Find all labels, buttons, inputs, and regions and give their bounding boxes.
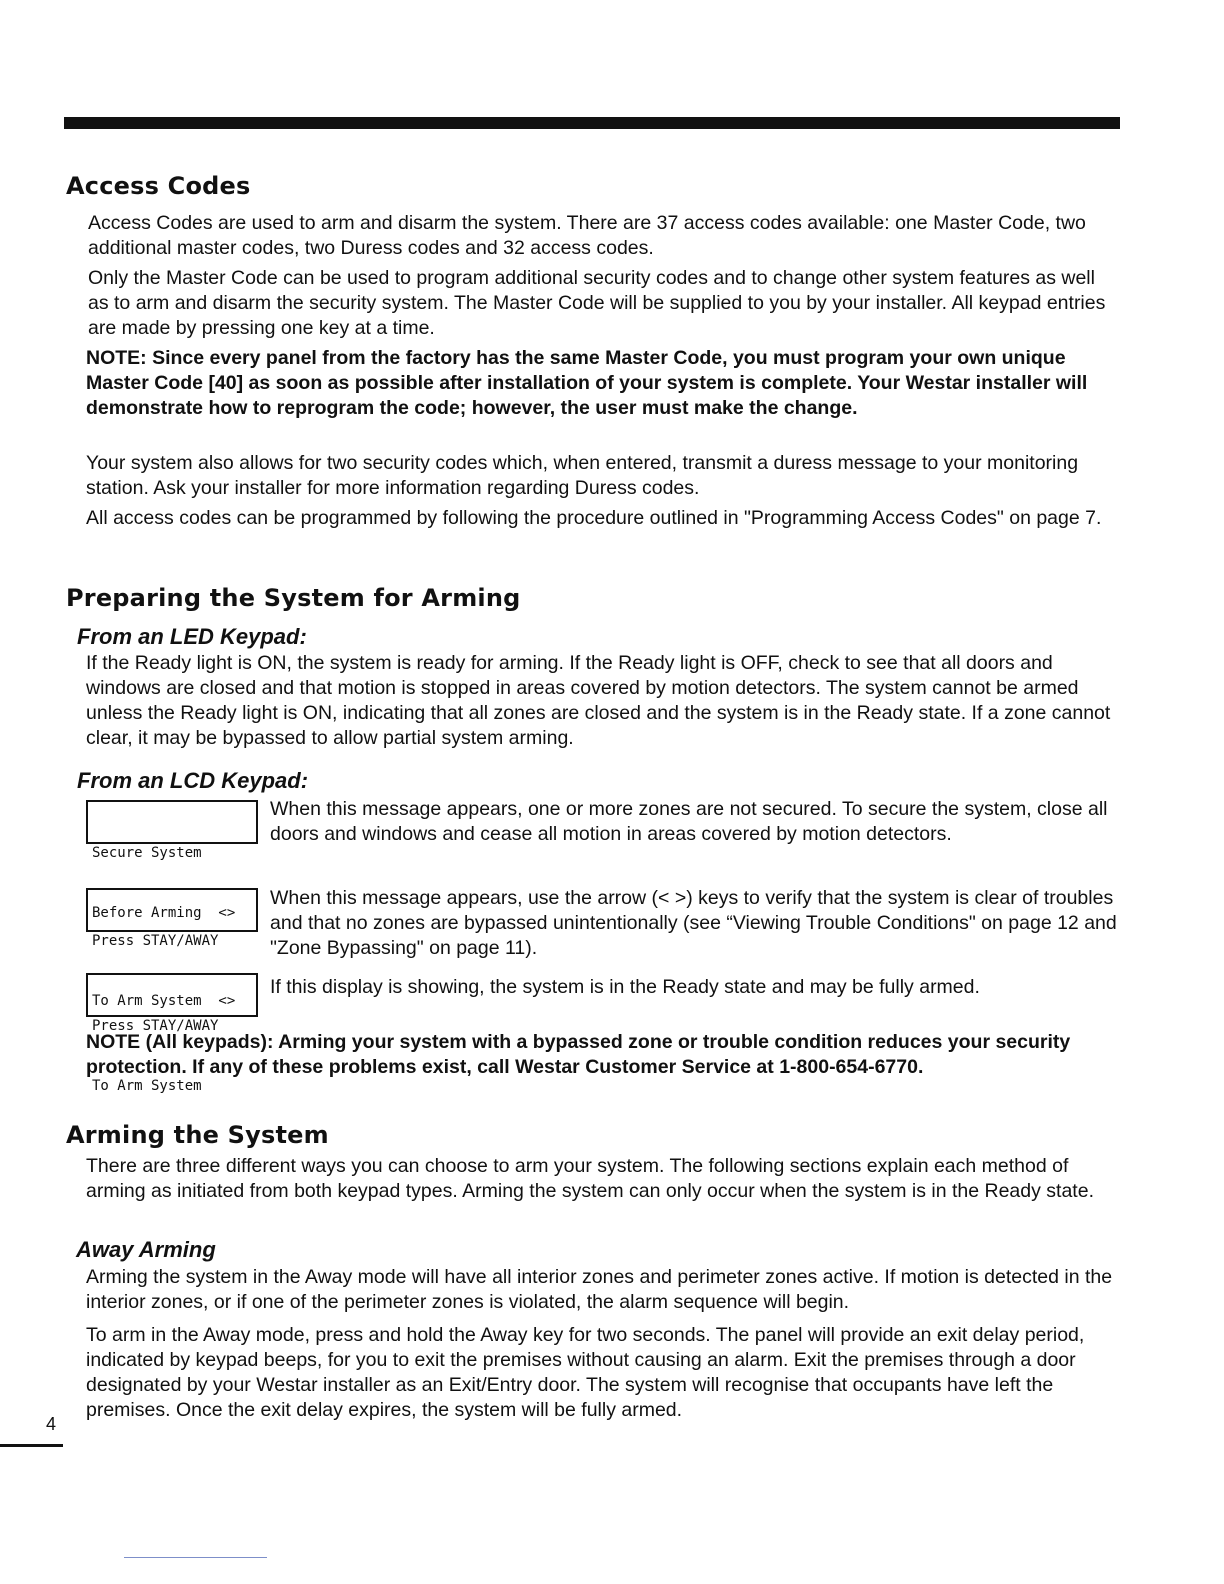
duress-paragraph: Your system also allows for two security codes which, when entered, transmit a duress message to your monitoring station. Ask your installer for more information regarding Duress codes. bbox=[86, 452, 1079, 499]
lcd-line-1: Press STAY/AWAY bbox=[92, 933, 219, 949]
lcd-line-2: Before Arming <> bbox=[92, 905, 236, 921]
section-title-preparing: Preparing the System for Arming bbox=[66, 584, 521, 612]
access-codes-paragraph-1: Access Codes are used to arm and disarm the system. There are 37 access codes available: one Master Code, two additional master codes, two Duress codes and 32 access codes. bbox=[88, 212, 1086, 259]
master-code-note: NOTE: Since every panel from the factory has the same Master Code, you must program your own unique Master Code [40] as soon as possible after installation of your system is complete. Your Westar installer will demonstrate how to reprogram the code; however, the user must make the change. bbox=[86, 347, 1088, 419]
access-codes-paragraph-2: Only the Master Code can be used to program additional security codes and to change other system features as well as to arm and disarm the security system. The Master Code will be supplied to you by your installer. All keypad entries are made by pressing one key at a time. bbox=[88, 267, 1106, 339]
lcd-display-1-description: When this message appears, one or more zones are not secured. To secure the system, close all doors and windows and cease all motion in areas covered by motion detectors. bbox=[270, 798, 1108, 845]
lcd-display-2-description: When this message appears, use the arrow (< >) keys to verify that the system is clear of troubles and that no zones are bypassed unintentionally (see “Viewing Trouble Conditions" on page 12 and "Zone Bypassing" on page 11). bbox=[270, 887, 1117, 959]
section-title-access-codes: Access Codes bbox=[66, 172, 251, 200]
footer-rule bbox=[124, 1557, 267, 1558]
lcd-line-2: To Arm System bbox=[92, 1078, 202, 1094]
away-arming-paragraph-1: Arming the system in the Away mode will have all interior zones and perimeter zones active. If motion is detected in the interior zones, or if one of the perimeter zones is violated, the alarm sequence will begin. bbox=[86, 1266, 1113, 1313]
lcd-keypad-heading: From an LCD Keypad: bbox=[77, 768, 309, 793]
lcd-line-2: To Arm System <> bbox=[92, 993, 236, 1009]
away-arming-paragraph-2: To arm in the Away mode, press and hold the Away key for two seconds. The panel will provide an exit delay period, indicated by keypad beeps, for you to exit the premises without causing an alarm. Exit the premises through a door designated by your Westar installer as an Exit/Entry door. The system will recognise that occupants have left the premises. Once the exit delay expires, the system will be fully armed. bbox=[86, 1324, 1085, 1421]
page-number-rule bbox=[0, 1444, 63, 1447]
page-number: 4 bbox=[46, 1414, 57, 1434]
programming-paragraph: All access codes can be programmed by following the procedure outlined in "Programming Access Codes" on page 7. bbox=[86, 507, 1102, 529]
led-keypad-heading: From an LED Keypad: bbox=[77, 624, 307, 649]
top-rule bbox=[64, 117, 1120, 129]
arming-intro-paragraph: There are three different ways you can choose to arm your system. The following sections explain each method of arming as initiated from both keypad types. Arming the system can only occur when the system is in the Ready state. bbox=[86, 1155, 1094, 1202]
away-arming-heading: Away Arming bbox=[76, 1237, 216, 1262]
lcd-display-3-description: If this display is showing, the system is in the Ready state and may be fully armed. bbox=[270, 976, 980, 998]
lcd-display-press-stay-away-ready bbox=[86, 973, 258, 1094]
led-keypad-paragraph: If the Ready light is ON, the system is ready for arming. If the Ready light is OFF, check to see that all doors and windows are closed and that motion is stopped in areas covered by motion detectors. The system cannot be armed unless the Ready light is ON, indicating that all zones are closed and the system is in the Ready state. If a zone cannot clear, it may be bypassed to allow partial system arming. bbox=[86, 652, 1111, 749]
all-keypads-note: NOTE (All keypads): Arming your system with a bypassed zone or trouble condition reduces your security protection. If any of these problems exist, call Westar Customer Service at 1-800-654-6770. bbox=[86, 1031, 1071, 1078]
lcd-display-secure-system bbox=[86, 800, 258, 921]
lcd-line-1: Press STAY/AWAY bbox=[92, 1018, 219, 1034]
lcd-line-1: Secure System bbox=[92, 845, 202, 861]
section-title-arming: Arming the System bbox=[66, 1121, 329, 1149]
lcd-display-press-stay-away-arrows bbox=[86, 888, 258, 1009]
